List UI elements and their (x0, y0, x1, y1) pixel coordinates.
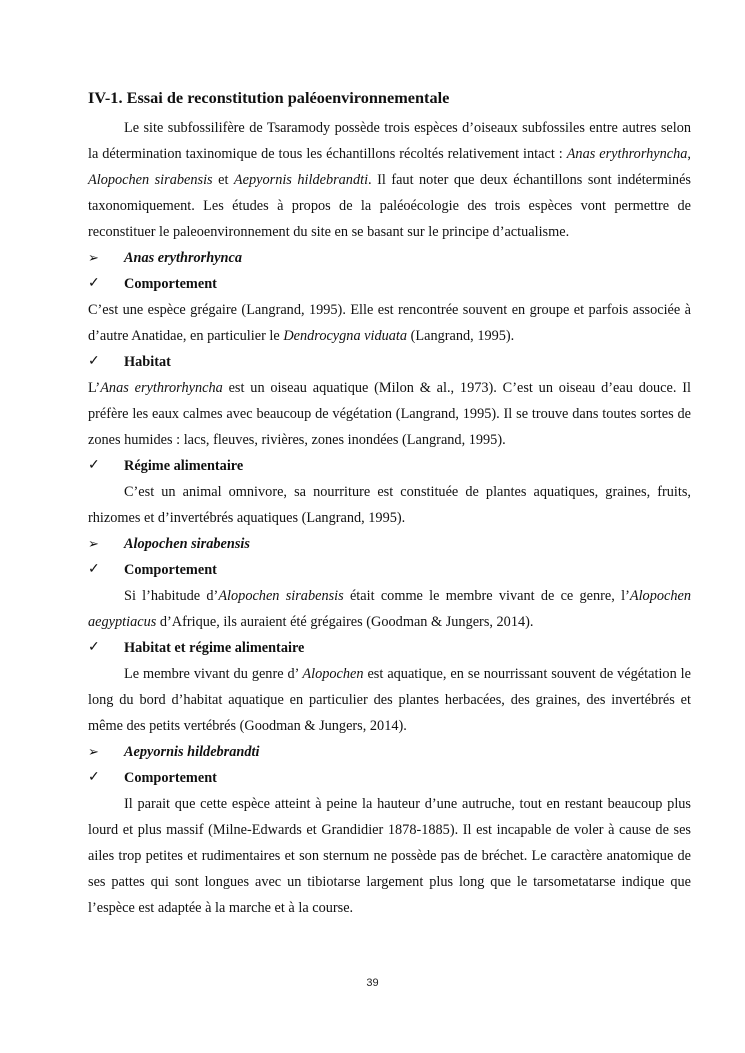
check-bullet-icon: ✓ (88, 562, 100, 577)
check-bullet-icon: ✓ (88, 770, 100, 785)
subheading-label: Régime alimentaire (124, 458, 244, 474)
species-name: Alopochen sirabensis (124, 536, 250, 552)
subheading-comportement (88, 557, 691, 583)
subheading-label: Habitat (124, 354, 171, 370)
paragraph-anas-regime: C’est un animal omnivore, sa nourriture est constituée de plantes aquatiques, graines, fruits, rhizomes et d’invertébrés aquatiques (Langrand, 1995). (88, 484, 691, 526)
subheading-comportement (88, 765, 691, 791)
subheading-label: Comportement (124, 562, 217, 578)
paragraph-aepyornis-comportement: Il parait que cette espèce atteint à peine la hauteur d’une autruche, tout en restant beaucoup plus lourd et plus massif (Milne-Edwards et Grandidier 1878-1885). Il est incapable de voler à cause de ses ailes trop petites et rudimentaires et son sternum ne possède pas de bréchet. Le caractère anatomique de ses pattes qui sont longues avec un tibiotarse largement plus long que le tarsometatarse indique que l’espèce est adaptée à la marche et à la course. (88, 796, 691, 916)
species-name: Anas erythrorhynca (124, 250, 242, 266)
arrow-bullet-icon: ➢ (88, 250, 99, 265)
arrow-bullet-icon: ➢ (88, 536, 99, 551)
species-heading-aepyornis (88, 739, 691, 765)
paragraph-anas-habitat: L’Anas erythrorhyncha est un oiseau aquatique (Milon & al., 1973). C’est un oiseau d’eau douce. Il préfère les eaux calmes avec beaucoup de végétation (Langrand, 1995). Il se trouve dans toutes sortes de zones humides : lacs, fleuves, rivières, zones inondées (Langrand, 1995). (88, 380, 691, 448)
species-heading-alopochen (88, 531, 691, 557)
subheading-label: Comportement (124, 276, 217, 292)
check-bullet-icon: ✓ (88, 640, 100, 655)
species-name: Aepyornis hildebrandti (124, 744, 260, 760)
paragraph-anas-comportement: C’est une espèce grégaire (Langrand, 1995). Elle est rencontrée souvent en groupe et parfois associée à d’autre Anatidae, en particulier le Dendrocygna viduata (Langrand, 1995). (88, 302, 691, 344)
subheading-label: Habitat et régime alimentaire (124, 640, 305, 656)
subheading-regime (88, 453, 691, 479)
intro-paragraph: Le site subfossilifère de Tsaramody possède trois espèces d’oiseaux subfossiles entre autres selon la détermination taxinomique de tous les échantillons récoltés relativement intact : Anas erythrorhyncha, Alopochen sirabensis et Aepyornis hildebrandti. Il faut noter que deux échantillons sont indéterminés taxonomiquement. Les études à propos de la paléoécologie des trois espèces vont permettre de reconstituer le paleoenvironnement du site en se basant sur le principe d’actualisme. (88, 120, 691, 240)
subheading-habitat-regime (88, 635, 691, 661)
subheading-comportement (88, 271, 691, 297)
species-heading-anas (88, 245, 691, 271)
check-bullet-icon: ✓ (88, 276, 100, 291)
page-content (88, 87, 691, 921)
subheading-habitat (88, 349, 691, 375)
subheading-label: Comportement (124, 770, 217, 786)
arrow-bullet-icon: ➢ (88, 744, 99, 759)
paragraph-alopochen-habitat: Le membre vivant du genre d’ Alopochen est aquatique, en se nourrissant souvent de végétation le long du bord d’habitat aquatique en particulier des plantes herbacées, des graines, des invertébrés et même des petits vertébrés (Goodman & Jungers, 2014). (88, 666, 691, 734)
section-title: IV-1. Essai de reconstitution paléoenvironnementale (88, 88, 450, 107)
paragraph-alopochen-comportement: Si l’habitude d’Alopochen sirabensis était comme le membre vivant de ce genre, l’Alopochen aegyptiacus d’Afrique, ils auraient été grégaires (Goodman & Jungers, 2014). (88, 588, 691, 630)
page-number: 39 (366, 977, 379, 989)
check-bullet-icon: ✓ (88, 458, 100, 473)
check-bullet-icon: ✓ (88, 354, 100, 369)
